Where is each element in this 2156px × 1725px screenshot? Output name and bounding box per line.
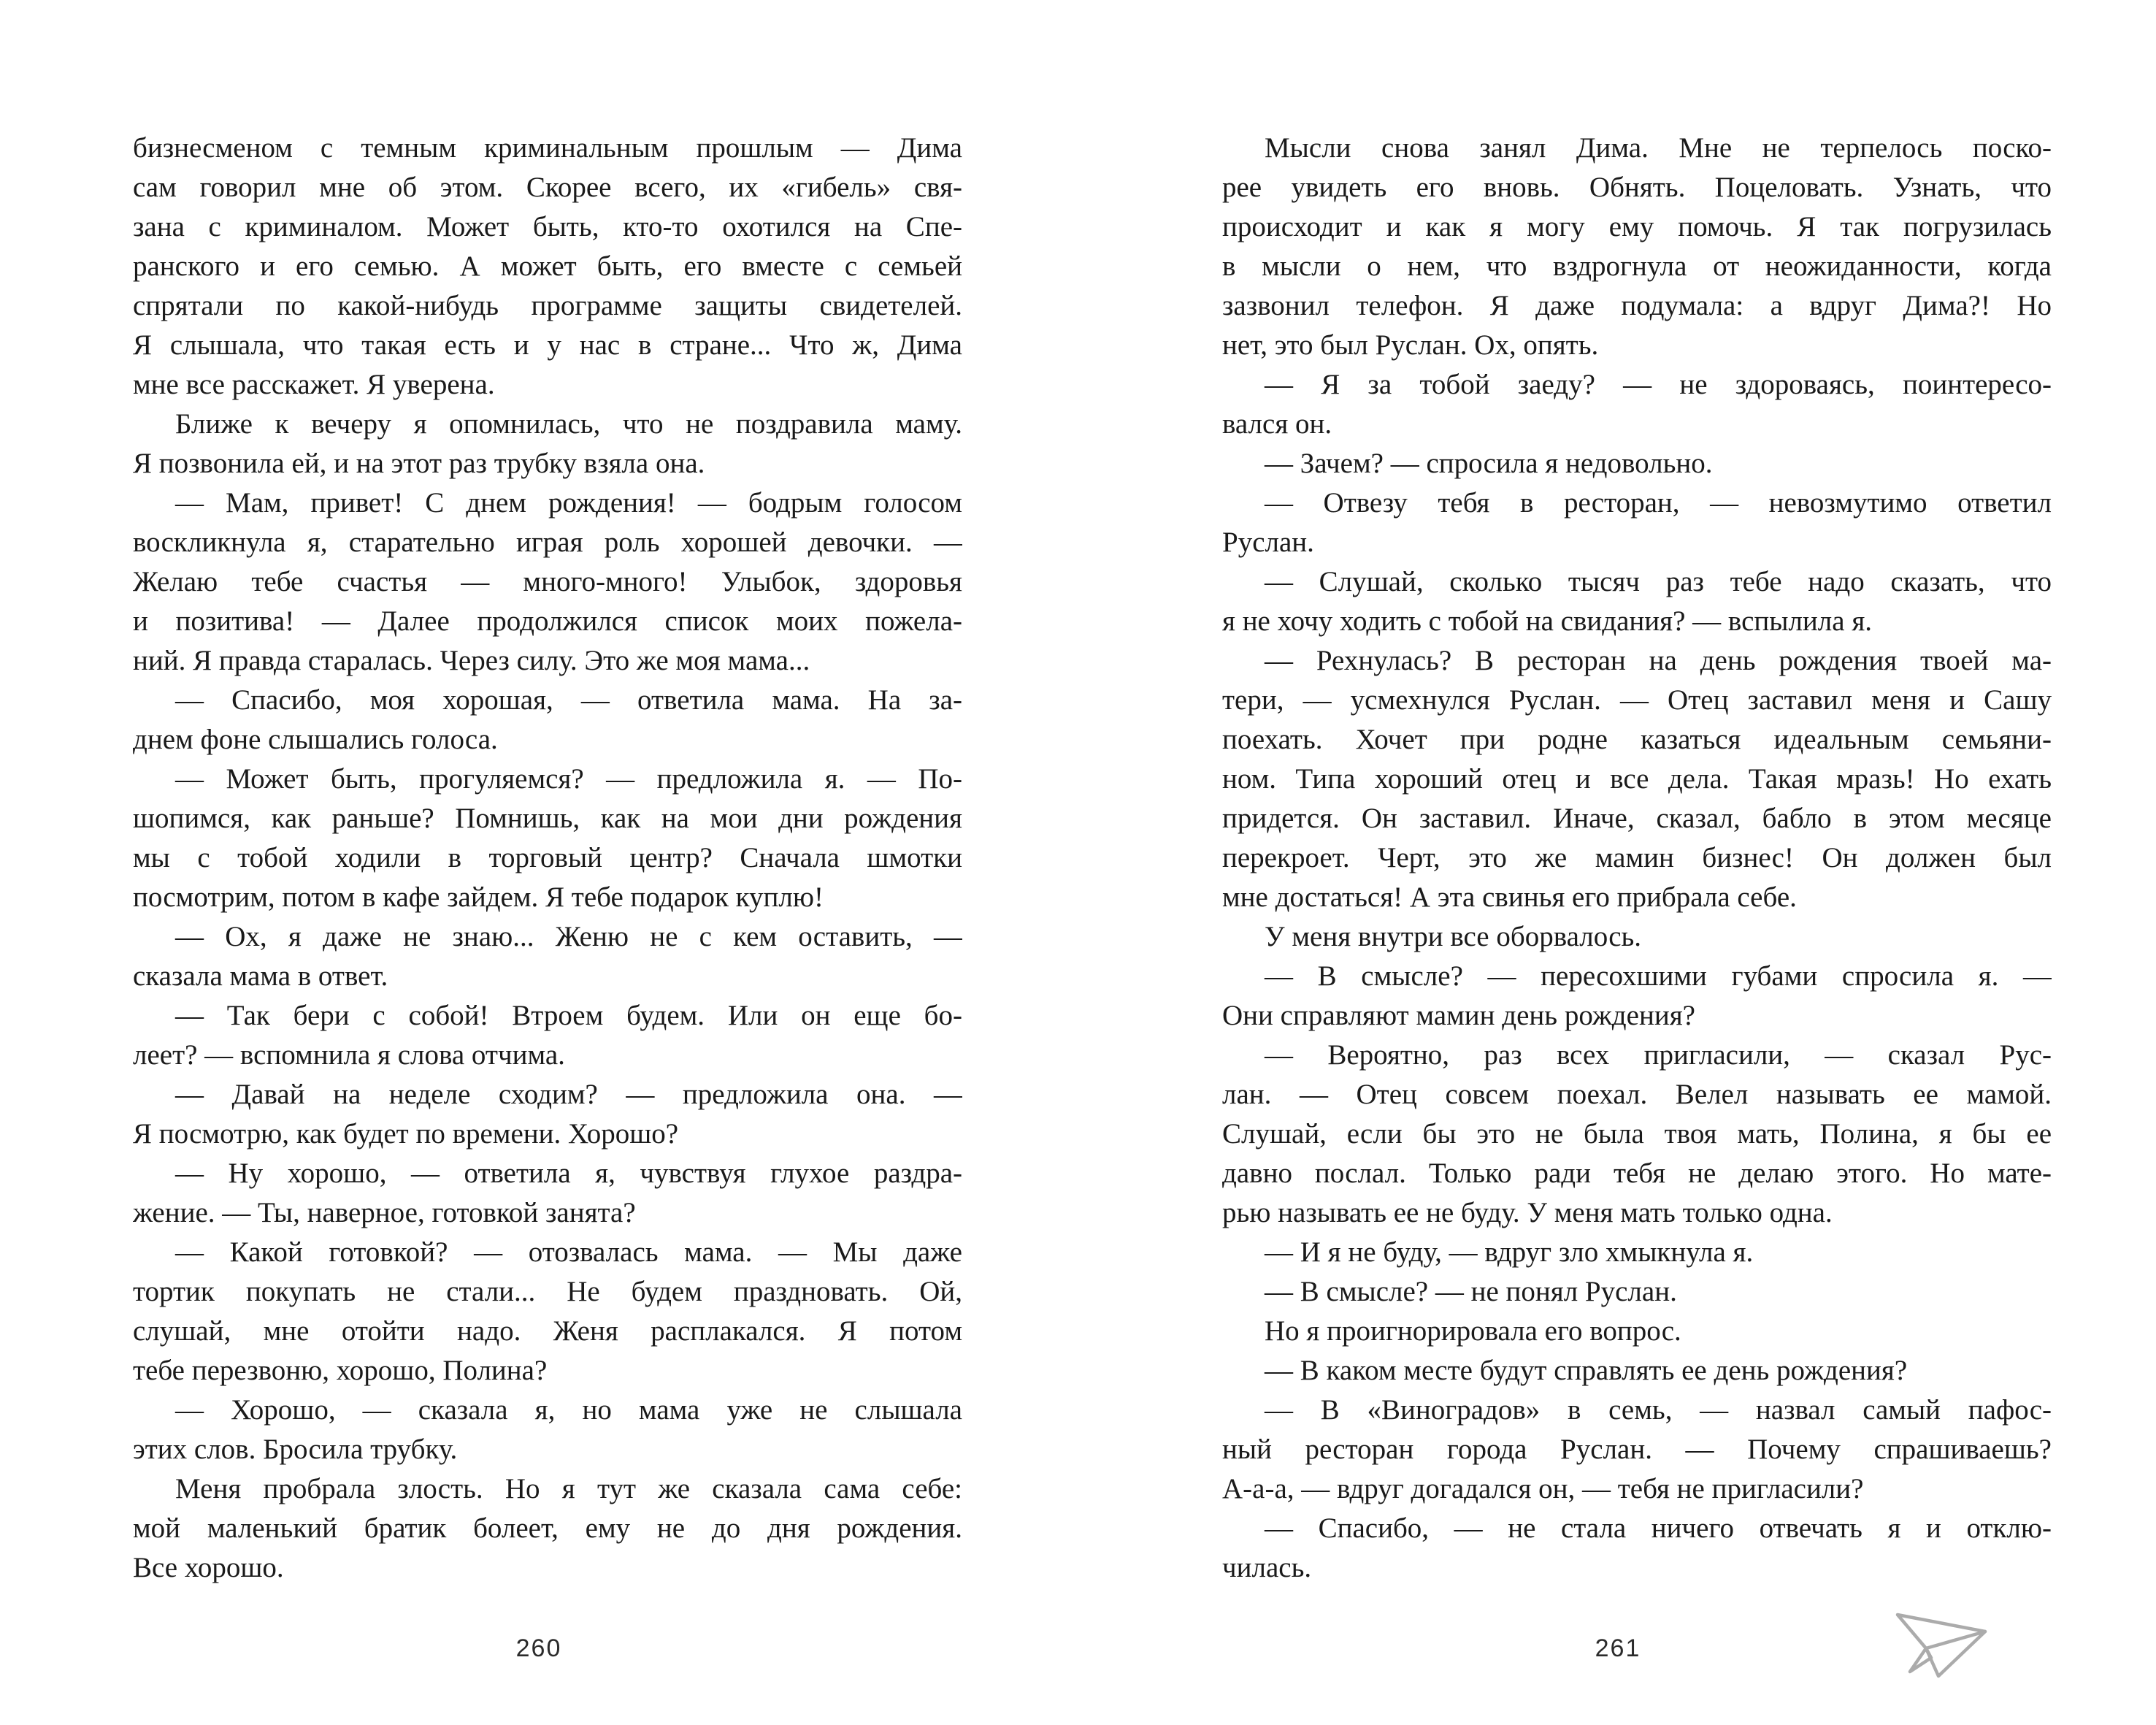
text-line: — Хорошо, — сказала я, но мама уже не слышала — [175, 1394, 962, 1426]
text-line: Но я проигнорировала его вопрос. — [1265, 1315, 1681, 1347]
text-line: сказала мама в ответ. — [133, 960, 388, 992]
text-line: этих слов. Бросила трубку. — [133, 1434, 458, 1465]
text-line: слушай, мне отойти надо. Женя расплакался. Я потом — [133, 1315, 962, 1347]
paper-plane-icon — [1893, 1604, 1989, 1679]
text-line: давно послал. Только ради тебя не делаю этого. Но мате- — [1222, 1158, 2052, 1189]
text-line: — Так бери с собой! Втроем будем. Или он еще бо- — [175, 1000, 962, 1031]
text-line: зана с криминалом. Может быть, кто-то охотился на Спе- — [133, 211, 962, 242]
text-line: Слушай, если бы это не была твоя мать, Полина, я бы ее — [1222, 1118, 2052, 1150]
text-line: Руслан. — [1222, 527, 1314, 558]
text-line: тери, — усмехнулся Руслан. — Отец заставил меня и Сашу — [1222, 684, 2052, 716]
text-line: ном. Типа хороший отец и все дела. Такая мразь! Но ехать — [1222, 763, 2052, 795]
text-line: — В «Виноградов» в семь, — назвал самый пафос- — [1265, 1394, 2052, 1426]
text-line: — Я за тобой заеду? — не здороваясь, поинтересо- — [1265, 369, 2052, 400]
text-line: — В каком месте будут справлять ее день рождения? — [1265, 1355, 1908, 1386]
text-line: нет, это был Руслан. Ох, опять. — [1222, 329, 1599, 361]
text-line: в мысли о нем, что вздрогнула от неожиданности, когда — [1222, 250, 2052, 282]
text-line: А-а-а, — вдруг догадался он, — тебя не пригласили? — [1222, 1473, 1864, 1504]
text-line: мне все расскажет. Я уверена. — [133, 369, 495, 400]
text-line: У меня внутри все оборвалось. — [1265, 921, 1642, 952]
text-line: Все хорошо. — [133, 1552, 284, 1583]
text-line: — Давай на неделе сходим? — предложила она. — — [175, 1079, 962, 1110]
text-line: рью называть ее не буду. У меня мать только одна. — [1222, 1197, 1833, 1228]
text-line: — В смысле? — не понял Руслан. — [1265, 1276, 1677, 1307]
text-line: жение. — Ты, наверное, готовкой занята? — [133, 1197, 636, 1228]
text-line: мне достаться! А эта свинья его прибрала себе. — [1222, 881, 1797, 913]
text-line: воскликнула я, старательно играя роль хорошей девочки. — — [133, 527, 962, 558]
page-left-text — [133, 129, 962, 1588]
text-line: шопимся, как раньше? Помнишь, как на мои дни рождения — [133, 803, 962, 834]
text-line: Они справляют мамин день рождения? — [1222, 1000, 1695, 1031]
text-line: — Ну хорошо, — ответила я, чувствуя глухое раздра- — [175, 1158, 962, 1189]
text-line: Ближе к вечеру я опомнилась, что не поздравила маму. — [175, 408, 962, 440]
text-line: — В смысле? — пересохшими губами спросила я. — — [1265, 960, 2052, 992]
text-line: происходит и как я могу ему помочь. Я так погрузилась — [1222, 211, 2052, 242]
text-line: ний. Я правда старалась. Через силу. Это же моя мама... — [133, 645, 810, 676]
page-number-right: 261 — [1595, 1634, 1641, 1662]
text-line: Меня пробрала злость. Но я тут же сказала сама себе: — [175, 1473, 962, 1504]
page-number-left: 260 — [515, 1634, 562, 1662]
text-line: Желаю тебе счастья — много-много! Улыбок, здоровья — [133, 566, 962, 597]
text-line: я не хочу ходить с тобой на свидания? — вспылила я. — [1222, 605, 1873, 637]
text-line: поехать. Хочет при родне казаться идеальным семьяни- — [1222, 724, 2052, 755]
text-line: — Мам, привет! С днем рождения! — бодрым голосом — [175, 487, 962, 519]
text-line: — Спасибо, — не стала ничего отвечать я и отклю- — [1265, 1512, 2052, 1544]
text-line: — Слушай, сколько тысяч раз тебе надо сказать, что — [1265, 566, 2052, 597]
text-line: посмотрим, потом в кафе зайдем. Я тебе подарок куплю! — [133, 881, 824, 913]
text-line: — Вероятно, раз всех пригласили, — сказал Рус- — [1265, 1039, 2052, 1071]
text-line: вался он. — [1222, 408, 1332, 440]
text-line: тортик покупать не стали... Не будем праздновать. Ой, — [133, 1276, 962, 1307]
text-line: днем фоне слышались голоса. — [133, 724, 498, 755]
text-line: перекроет. Черт, это же мамин бизнес! Он должен был — [1222, 842, 2052, 873]
text-line: рее увидеть его вновь. Обнять. Поцеловать. Узнать, что — [1222, 172, 2052, 203]
text-line: — И я не буду, — вдруг зло хмыкнула я. — [1265, 1236, 1754, 1268]
text-line: ный ресторан города Руслан. — Почему спрашиваешь? — [1222, 1434, 2052, 1465]
text-line: Мысли снова занял Дима. Мне не терпелось поско- — [1265, 132, 2052, 164]
text-line: — Отвезу тебя в ресторан, — невозмутимо ответил — [1265, 487, 2052, 519]
text-line: леет? — вспомнила я слова отчима. — [133, 1039, 565, 1071]
text-line: Я слышала, что такая есть и у нас в стране... Что ж, Дима — [133, 329, 962, 361]
text-line: — Какой готовкой? — отозвалась мама. — Мы даже — [175, 1236, 962, 1268]
text-line: — Ох, я даже не знаю... Женю не с кем оставить, — — [175, 921, 962, 952]
text-line: лан. — Отец совсем поехал. Велел называть ее мамой. — [1222, 1079, 2052, 1110]
text-line: придется. Он заставил. Иначе, сказал, бабло в этом месяце — [1222, 803, 2052, 834]
text-line: спрятали по какой-нибудь программе защиты свидетелей. — [133, 290, 962, 321]
text-line: зазвонил телефон. Я даже подумала: а вдруг Дима?! Но — [1222, 290, 2052, 321]
text-line: — Может быть, прогуляемся? — предложила я. — По- — [175, 763, 962, 795]
text-line: мы с тобой ходили в торговый центр? Сначала шмотки — [133, 842, 962, 873]
text-line: — Спасибо, моя хорошая, — ответила мама. На за- — [175, 684, 962, 716]
text-line: тебе перезвоню, хорошо, Полина? — [133, 1355, 548, 1386]
text-line: и позитива! — Далее продолжился список моих пожела- — [133, 605, 962, 637]
page-right-text — [1222, 129, 2052, 1588]
text-line: сам говорил мне об этом. Скорее всего, их «гибель» свя- — [133, 172, 962, 203]
text-line: ранского и его семью. А может быть, его вместе с семьей — [133, 250, 962, 282]
text-line: — Зачем? — спросила я недовольно. — [1265, 448, 1713, 479]
text-line: бизнесменом с темным криминальным прошлым — Дима — [133, 132, 962, 164]
text-line: чилась. — [1222, 1552, 1312, 1583]
text-line: мой маленький братик болеет, ему не до дня рождения. — [133, 1512, 962, 1544]
text-line: Я позвонила ей, и на этот раз трубку взяла она. — [133, 448, 705, 479]
text-line: — Рехнулась? В ресторан на день рождения твоей ма- — [1265, 645, 2052, 676]
text-line: Я посмотрю, как будет по времени. Хорошо? — [133, 1118, 679, 1150]
